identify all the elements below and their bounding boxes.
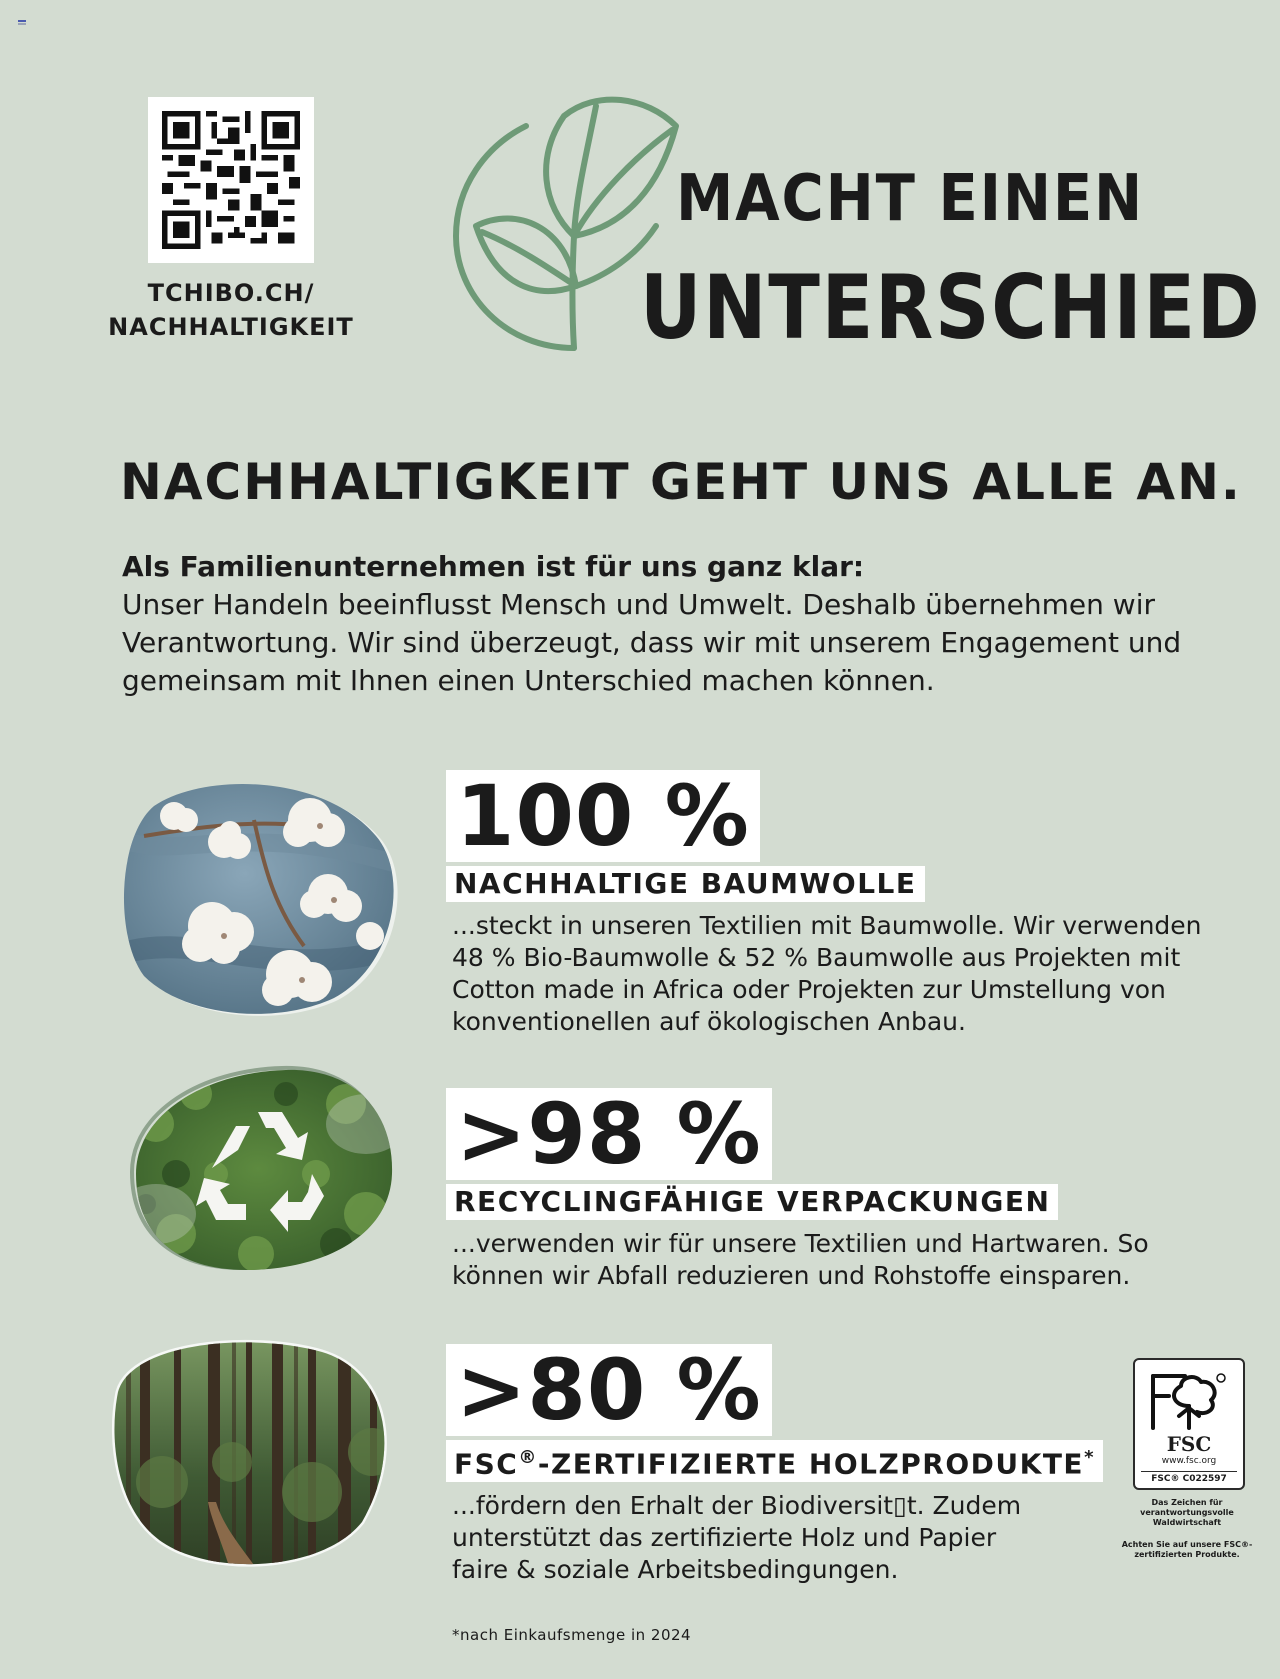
footnote: *nach Einkaufsmenge in 2024 [452,1626,692,1644]
stat-3-label-rest: -ZERTIFIZIERTE HOLZPRODUKTE [537,1447,1085,1481]
fsc-code: FSC® C022597 [1141,1471,1237,1484]
stat-3-text: ...fördern den Erhalt der Biodiversit▯t. Zudem unterstützt das zertifizierte Holz und Papier faire & soziale Arbeitsbedingungen. [452,1491,1022,1585]
stat-3 [446,1341,1103,1586]
stat-2-value: >98 % [446,1088,772,1180]
stat-1-text: ...steckt in unseren Textilien mit Baumwolle. Wir verwenden 48 % Bio-Baumwolle & 52 % Baumwolle aus Projekten mit Cotton made in Africa oder Projekten zur Umstellung von konventionellen auf ökologischen Anbau. [452,911,1202,1036]
fsc-note: Das Zeichen für verantwortungsvolle Waldwirtschaft [1140,1498,1234,1527]
corner-mark [18,20,26,26]
stat-2-text: ...verwenden wir für unsere Textilien und Hartwaren. So können wir Abfall reduzieren und Rohstoffe einsparen. [452,1229,1149,1290]
intro-paragraph [122,548,1242,700]
forest-photo [112,1332,402,1576]
stat-3-label [446,1440,1103,1482]
qr-caption[interactable] [100,276,362,344]
cotton-photo [114,776,404,1020]
qr-code-icon [162,111,300,249]
stat-2-label: RECYCLINGFÄHIGE VERPACKUNGEN [446,1184,1058,1220]
qr-caption-line1: TCHIBO.CH/ [147,279,315,307]
fsc-badge [1133,1358,1245,1490]
recycling-forest-photo [116,1064,400,1274]
fsc-url[interactable]: www.fsc.org [1161,1456,1217,1466]
qr-code[interactable] [148,97,314,263]
headline-line1: MACHT EINEN [676,162,1145,236]
intro-lead: Als Familienunternehmen ist für uns ganz klar: [122,550,865,583]
fsc-tree-icon [1149,1372,1229,1432]
page-title: NACHHALTIGKEIT GEHT UNS ALLE AN. [120,453,1242,511]
stat-1-label: NACHHALTIGE BAUMWOLLE [446,866,925,902]
stat-3-label-fsc: FSC [454,1447,519,1481]
stat-3-label-star: * [1084,1447,1095,1468]
qr-caption-line2: NACHHALTIGKEIT [108,313,354,341]
stat-1-value: 100 % [446,770,760,862]
headline-line2: UNTERSCHIED [640,256,1262,359]
intro-body: Unser Handeln beeinflusst Mensch und Umwelt. Deshalb übernehmen wir Verantwortung. Wir sind überzeugt, dass wir mit unserem Engagement und gemeinsam mit Ihnen einen Unterschied machen können. [122,588,1182,697]
stat-3-value: >80 % [446,1344,772,1436]
stat-2 [446,1085,1212,1292]
stat-3-label-reg: ® [518,1447,538,1468]
stat-1 [446,767,1212,1038]
fsc-note-2: Achten Sie auf unsere FSC®-zertifizierten Produkte. [1121,1540,1253,1559]
fsc-word: FSC [1166,1432,1212,1456]
